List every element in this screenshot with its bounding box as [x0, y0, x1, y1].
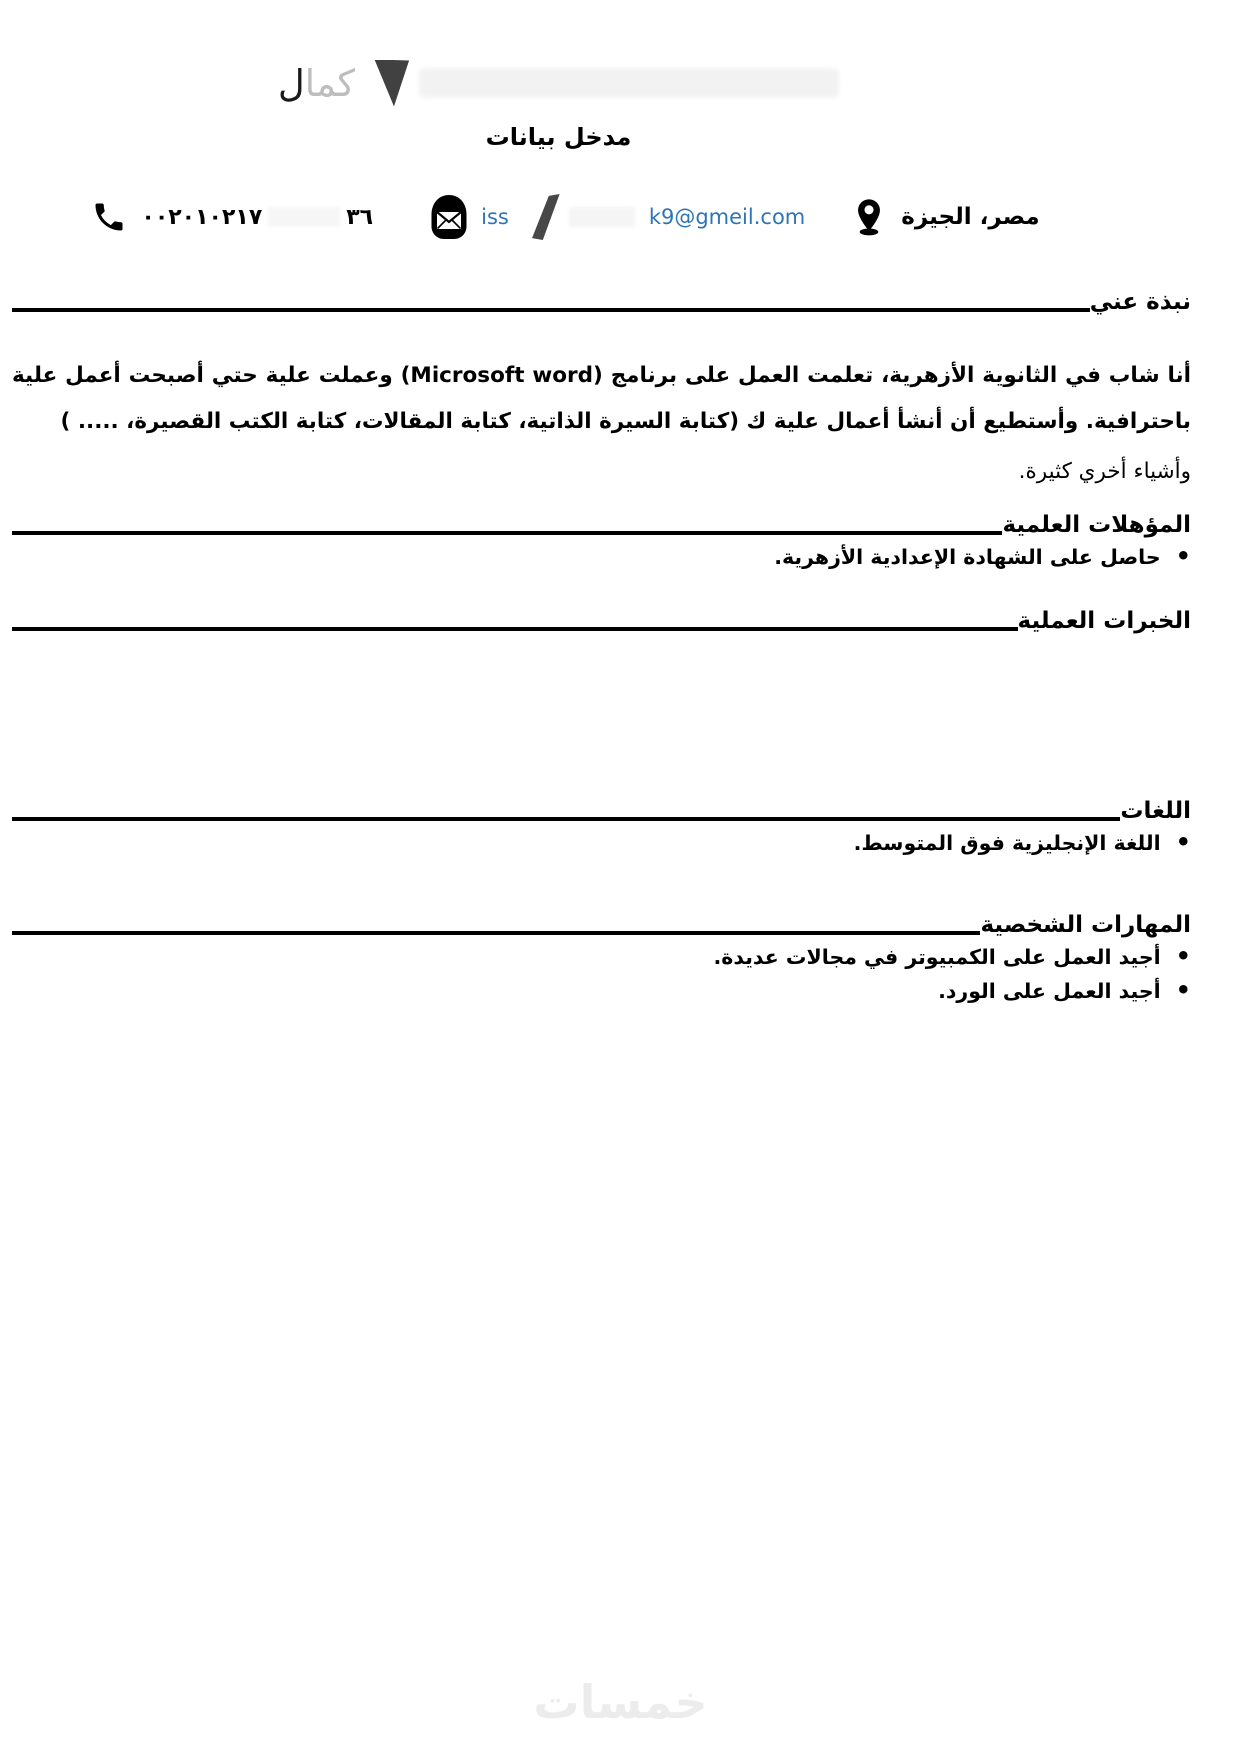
- section-heading-languages: [12, 796, 1191, 826]
- languages-heading: اللغات: [1120, 798, 1191, 824]
- skills-list: [12, 940, 1191, 1008]
- heading-underline: [12, 627, 1018, 631]
- location-block: [853, 196, 1039, 238]
- section-heading-qualifications: [12, 510, 1191, 540]
- section-heading-about: [12, 287, 1191, 317]
- about-paragraph: أنا شاب في الثانوية الأزهرية، تعلمت العمل على برنامج (Microsoft word) وعملت علية حتي أصبحت أعمل علية باحترافية. وأستطيع أن أنشأ أعمال علية ك (كتابة السيرة الذاتية، كتابة المقالات، كتابة الكتب القصيرة، ..... ): [12, 363, 1191, 434]
- list-item: • حاصل على الشهادة الإعدادية الأزهرية.: [12, 540, 1191, 574]
- section-heading-skills: [12, 910, 1191, 940]
- list-item: • أجيد العمل على الكمبيوتر في مجالات عديدة.: [12, 940, 1191, 974]
- heading-underline: [12, 817, 1120, 821]
- skills-heading: المهارات الشخصية: [980, 912, 1191, 938]
- experience-heading: الخبرات العملية: [1017, 608, 1191, 634]
- languages-list: [12, 826, 1191, 860]
- envelope-icon: [429, 193, 469, 241]
- job-title: مدخل بيانات: [485, 123, 632, 151]
- email-address[interactable]: k9@gmeil.com: [648, 205, 806, 229]
- qualifications-heading: المؤهلات العلمية: [1002, 512, 1191, 538]
- location-text: مصر، الجيزة: [901, 204, 1040, 230]
- redacted-phone-digits: [268, 207, 340, 227]
- contact-row: [0, 193, 1186, 241]
- person-name-main: كما: [304, 61, 356, 105]
- phone-receiver-icon: [91, 199, 127, 235]
- redacted-email-area: [569, 207, 635, 227]
- map-pin-icon: [853, 196, 885, 238]
- email-username-start[interactable]: iss: [481, 205, 509, 229]
- list-item: • أجيد العمل على الورد.: [12, 974, 1191, 1008]
- about-paragraph-extra: وأشياء أخري كثيرة.: [1018, 459, 1191, 484]
- person-name-tail: ل: [277, 61, 305, 105]
- cv-body: [0, 287, 1241, 1008]
- section-heading-experience: [12, 606, 1191, 636]
- header: [0, 56, 1179, 151]
- phone-number-end: ٣٦: [346, 204, 374, 230]
- about-heading: نبذة عني: [1089, 289, 1191, 315]
- phone-number-start: ٠٠٢٠١٠٢١٧: [141, 204, 263, 230]
- redaction-wedge-mark: [531, 194, 561, 240]
- redacted-name-area: [419, 68, 839, 98]
- person-name: [278, 62, 355, 105]
- heading-underline: [12, 308, 1090, 312]
- khamsat-watermark: خمسات: [533, 1675, 708, 1729]
- heading-underline: [12, 531, 1002, 535]
- name-row: [278, 56, 839, 110]
- list-item: • اللغة الإنجليزية فوق المتوسط.: [12, 826, 1191, 860]
- email-block: [429, 193, 805, 241]
- experience-empty-area: [12, 636, 1191, 784]
- phone-number: [141, 205, 373, 230]
- redaction-triangle-mark: [373, 60, 409, 107]
- heading-underline: [12, 931, 980, 935]
- phone-block: [91, 199, 373, 235]
- qualifications-list: [12, 540, 1191, 574]
